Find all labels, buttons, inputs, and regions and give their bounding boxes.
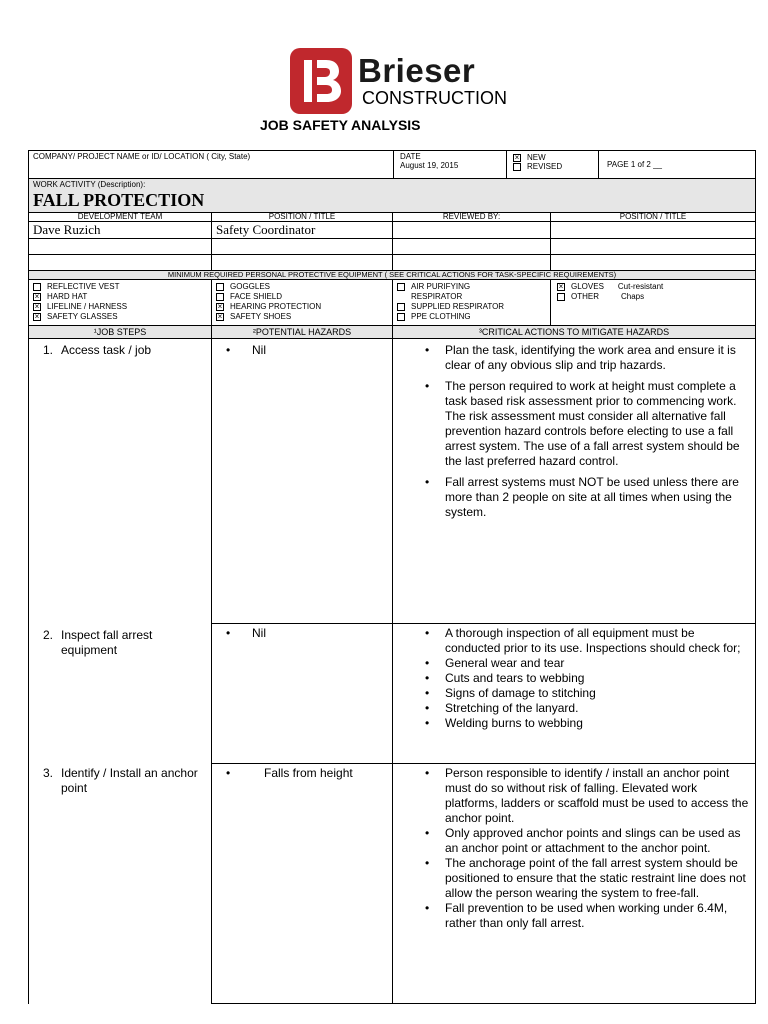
- team-member-cell[interactable]: [29, 239, 212, 255]
- ppe-label: FACE SHIELD: [230, 292, 283, 301]
- reviewed-by-cell[interactable]: [393, 222, 551, 239]
- date-field[interactable]: [394, 151, 507, 179]
- critical-actions-header: ³CRITICAL ACTIONS TO MITIGATE HAZARDS: [393, 326, 756, 339]
- action-item: • General wear and tear: [411, 656, 751, 671]
- table-row: [29, 624, 756, 764]
- ppe-note: Cut-resistant: [617, 282, 664, 291]
- gloves-checkbox[interactable]: ×: [558, 281, 564, 291]
- ppe-label: OTHER: [571, 292, 599, 301]
- potential-hazards-header: ²POTENTIAL HAZARDS: [212, 326, 393, 339]
- new-checkbox[interactable]: ×: [514, 152, 520, 162]
- ppe-label: SAFETY GLASSES: [47, 312, 118, 321]
- team-position-cell[interactable]: [212, 255, 393, 271]
- job-step-cell[interactable]: [29, 339, 212, 624]
- lifeline-harness-checkbox[interactable]: ×: [34, 301, 40, 311]
- ppe-label: LIFELINE / HARNESS: [47, 302, 128, 311]
- ppe-col-4: [551, 280, 756, 326]
- action-item: • Welding burns to webbing: [411, 716, 751, 731]
- reviewer-position-col-header: POSITION / TITLE: [551, 213, 756, 222]
- actions-cell[interactable]: [393, 339, 756, 624]
- step-text: Access task / job: [61, 343, 152, 357]
- team-member-position[interactable]: Safety Coordinator: [212, 222, 393, 239]
- ppe-label: HARD HAT: [47, 292, 88, 301]
- step-number: 2.: [42, 627, 53, 642]
- date-value: August 19, 2015: [400, 161, 459, 170]
- header-table: [28, 150, 756, 179]
- hazard-item: • Nil: [212, 626, 392, 641]
- ppe-clothing-checkbox[interactable]: [397, 313, 405, 321]
- safety-shoes-checkbox[interactable]: ×: [217, 311, 223, 321]
- air-purifying-respirator-checkbox[interactable]: [397, 283, 405, 291]
- job-steps-header: ¹JOB STEPS: [29, 326, 212, 339]
- position-col-header: POSITION / TITLE: [212, 213, 393, 222]
- ppe-label: GLOVES: [571, 282, 604, 291]
- ppe-label: AIR PURIFYING: [411, 282, 471, 291]
- ppe-label: RESPIRATOR: [411, 292, 463, 301]
- action-item: • Cuts and tears to webbing: [411, 671, 751, 686]
- hazard-cell[interactable]: [212, 764, 393, 1004]
- page-indicator: PAGE 1 of 2 __: [607, 160, 662, 169]
- brand-logo-mark: [290, 48, 352, 114]
- action-item: • Fall arrest systems must NOT be used unless there are more than 2 people on site at all times when using the system.: [411, 475, 751, 520]
- action-item: • The anchorage point of the fall arrest system should be positioned to ensure that the static restraint line does not allow the person wearing the system to free-fall.: [411, 856, 751, 901]
- action-item: • Fall prevention to be used when working under 6.4M, rather than only fall arrest.: [411, 901, 751, 931]
- goggles-checkbox[interactable]: [216, 283, 224, 291]
- hazard-item: • Falls from height: [212, 766, 392, 781]
- ppe-label: REFLECTIVE VEST: [47, 282, 120, 291]
- date-label: DATE: [400, 152, 421, 161]
- company-label: COMPANY/ PROJECT NAME or ID/ LOCATION ( City, State): [33, 152, 251, 161]
- revised-label: REVISED: [527, 162, 563, 171]
- team-position-cell[interactable]: [212, 239, 393, 255]
- team-member-cell[interactable]: [29, 255, 212, 271]
- hard-hat-checkbox[interactable]: ×: [34, 291, 40, 301]
- ppe-label: GOGGLES: [230, 282, 271, 291]
- step-text: Identify / Install an anchor point: [61, 765, 198, 795]
- actions-cell[interactable]: [393, 624, 756, 764]
- ppe-label: PPE CLOTHING: [411, 312, 471, 321]
- reviewer-position-cell[interactable]: [551, 239, 756, 255]
- action-item: • Only approved anchor points and slings can be used as an anchor point or attachment to the anchor point.: [411, 826, 751, 856]
- new-label: NEW: [527, 153, 546, 162]
- step-text: Inspect fall arrest equipment: [61, 627, 153, 657]
- action-item: • A thorough inspection of all equipment must be conducted prior to its use. Inspections should check for;: [411, 626, 751, 656]
- job-step-cell[interactable]: [29, 764, 212, 1004]
- ppe-label: HEARING PROTECTION: [230, 302, 322, 311]
- team-col-header: DEVELOPMENT TEAM: [29, 213, 212, 222]
- action-item: • Stretching of the lanyard.: [411, 701, 751, 716]
- document-title: JOB SAFETY ANALYSIS: [260, 117, 421, 133]
- ppe-note: Chaps: [621, 292, 645, 301]
- safety-glasses-checkbox[interactable]: ×: [34, 311, 40, 321]
- work-activity-value[interactable]: FALL PROTECTION: [33, 190, 205, 210]
- reviewer-position-cell[interactable]: [551, 255, 756, 271]
- action-item: • Signs of damage to stitching: [411, 686, 751, 701]
- revised-checkbox[interactable]: [513, 163, 521, 171]
- reviewed-by-cell[interactable]: [393, 239, 551, 255]
- reflective-vest-checkbox[interactable]: [33, 283, 41, 291]
- ppe-col-2: [212, 280, 393, 326]
- work-activity-label: WORK ACTIVITY (Description):: [33, 180, 146, 189]
- ppe-label: SUPPLIED RESPIRATOR: [411, 302, 505, 311]
- hazard-item: • Nil: [212, 343, 392, 358]
- action-item: • Person responsible to identify / install an anchor point must do so without risk of falling. Elevated work platforms, ladders or scaffold must be used to access the anchor point.: [411, 766, 751, 826]
- ppe-label: SAFETY SHOES: [230, 312, 292, 321]
- work-activity-section: [29, 179, 756, 213]
- ppe-col-3: [393, 280, 551, 326]
- hazard-cell[interactable]: [212, 624, 393, 764]
- team-member-name[interactable]: Dave Ruzich: [29, 222, 212, 239]
- action-item: • Plan the task, identifying the work area and ensure it is clear of any obvious slip and trip hazards.: [411, 343, 751, 373]
- job-step-cell[interactable]: [29, 624, 212, 764]
- step-number: 1.: [42, 343, 53, 357]
- step-number: 3.: [42, 765, 53, 780]
- actions-cell[interactable]: [393, 764, 756, 1004]
- company-field[interactable]: [29, 151, 394, 179]
- table-row: [29, 764, 756, 1004]
- ppe-col-1: [29, 280, 212, 326]
- table-row: [29, 339, 756, 624]
- reviewed-col-header: REVIEWED BY:: [393, 213, 551, 222]
- reviewed-by-cell[interactable]: [393, 255, 551, 271]
- jsa-form-table: [28, 178, 756, 1004]
- reviewer-position-cell[interactable]: [551, 222, 756, 239]
- hazard-cell[interactable]: [212, 339, 393, 624]
- action-item: • The person required to work at height must complete a task based risk assessment prior to commencing work. The risk assessment must consider all alternative fall prevention hazard controls before electing to use a fall arrest system. The use of a fall arrest system should be the last preferred hazard control.: [411, 379, 751, 469]
- other-checkbox[interactable]: [557, 293, 565, 301]
- brand-b-icon: [290, 48, 352, 114]
- ppe-header: MINIMUM REQUIRED PERSONAL PROTECTIVE EQUIPMENT ( SEE CRITICAL ACTIONS FOR TASK-SPECIFIC REQUIREMENTS): [29, 271, 756, 280]
- supplied-respirator-checkbox[interactable]: [397, 303, 405, 311]
- brand-subtitle: CONSTRUCTION: [362, 88, 507, 108]
- brand-name: Brieser: [358, 52, 476, 89]
- hearing-protection-checkbox[interactable]: ×: [217, 301, 223, 311]
- face-shield-checkbox[interactable]: [216, 293, 224, 301]
